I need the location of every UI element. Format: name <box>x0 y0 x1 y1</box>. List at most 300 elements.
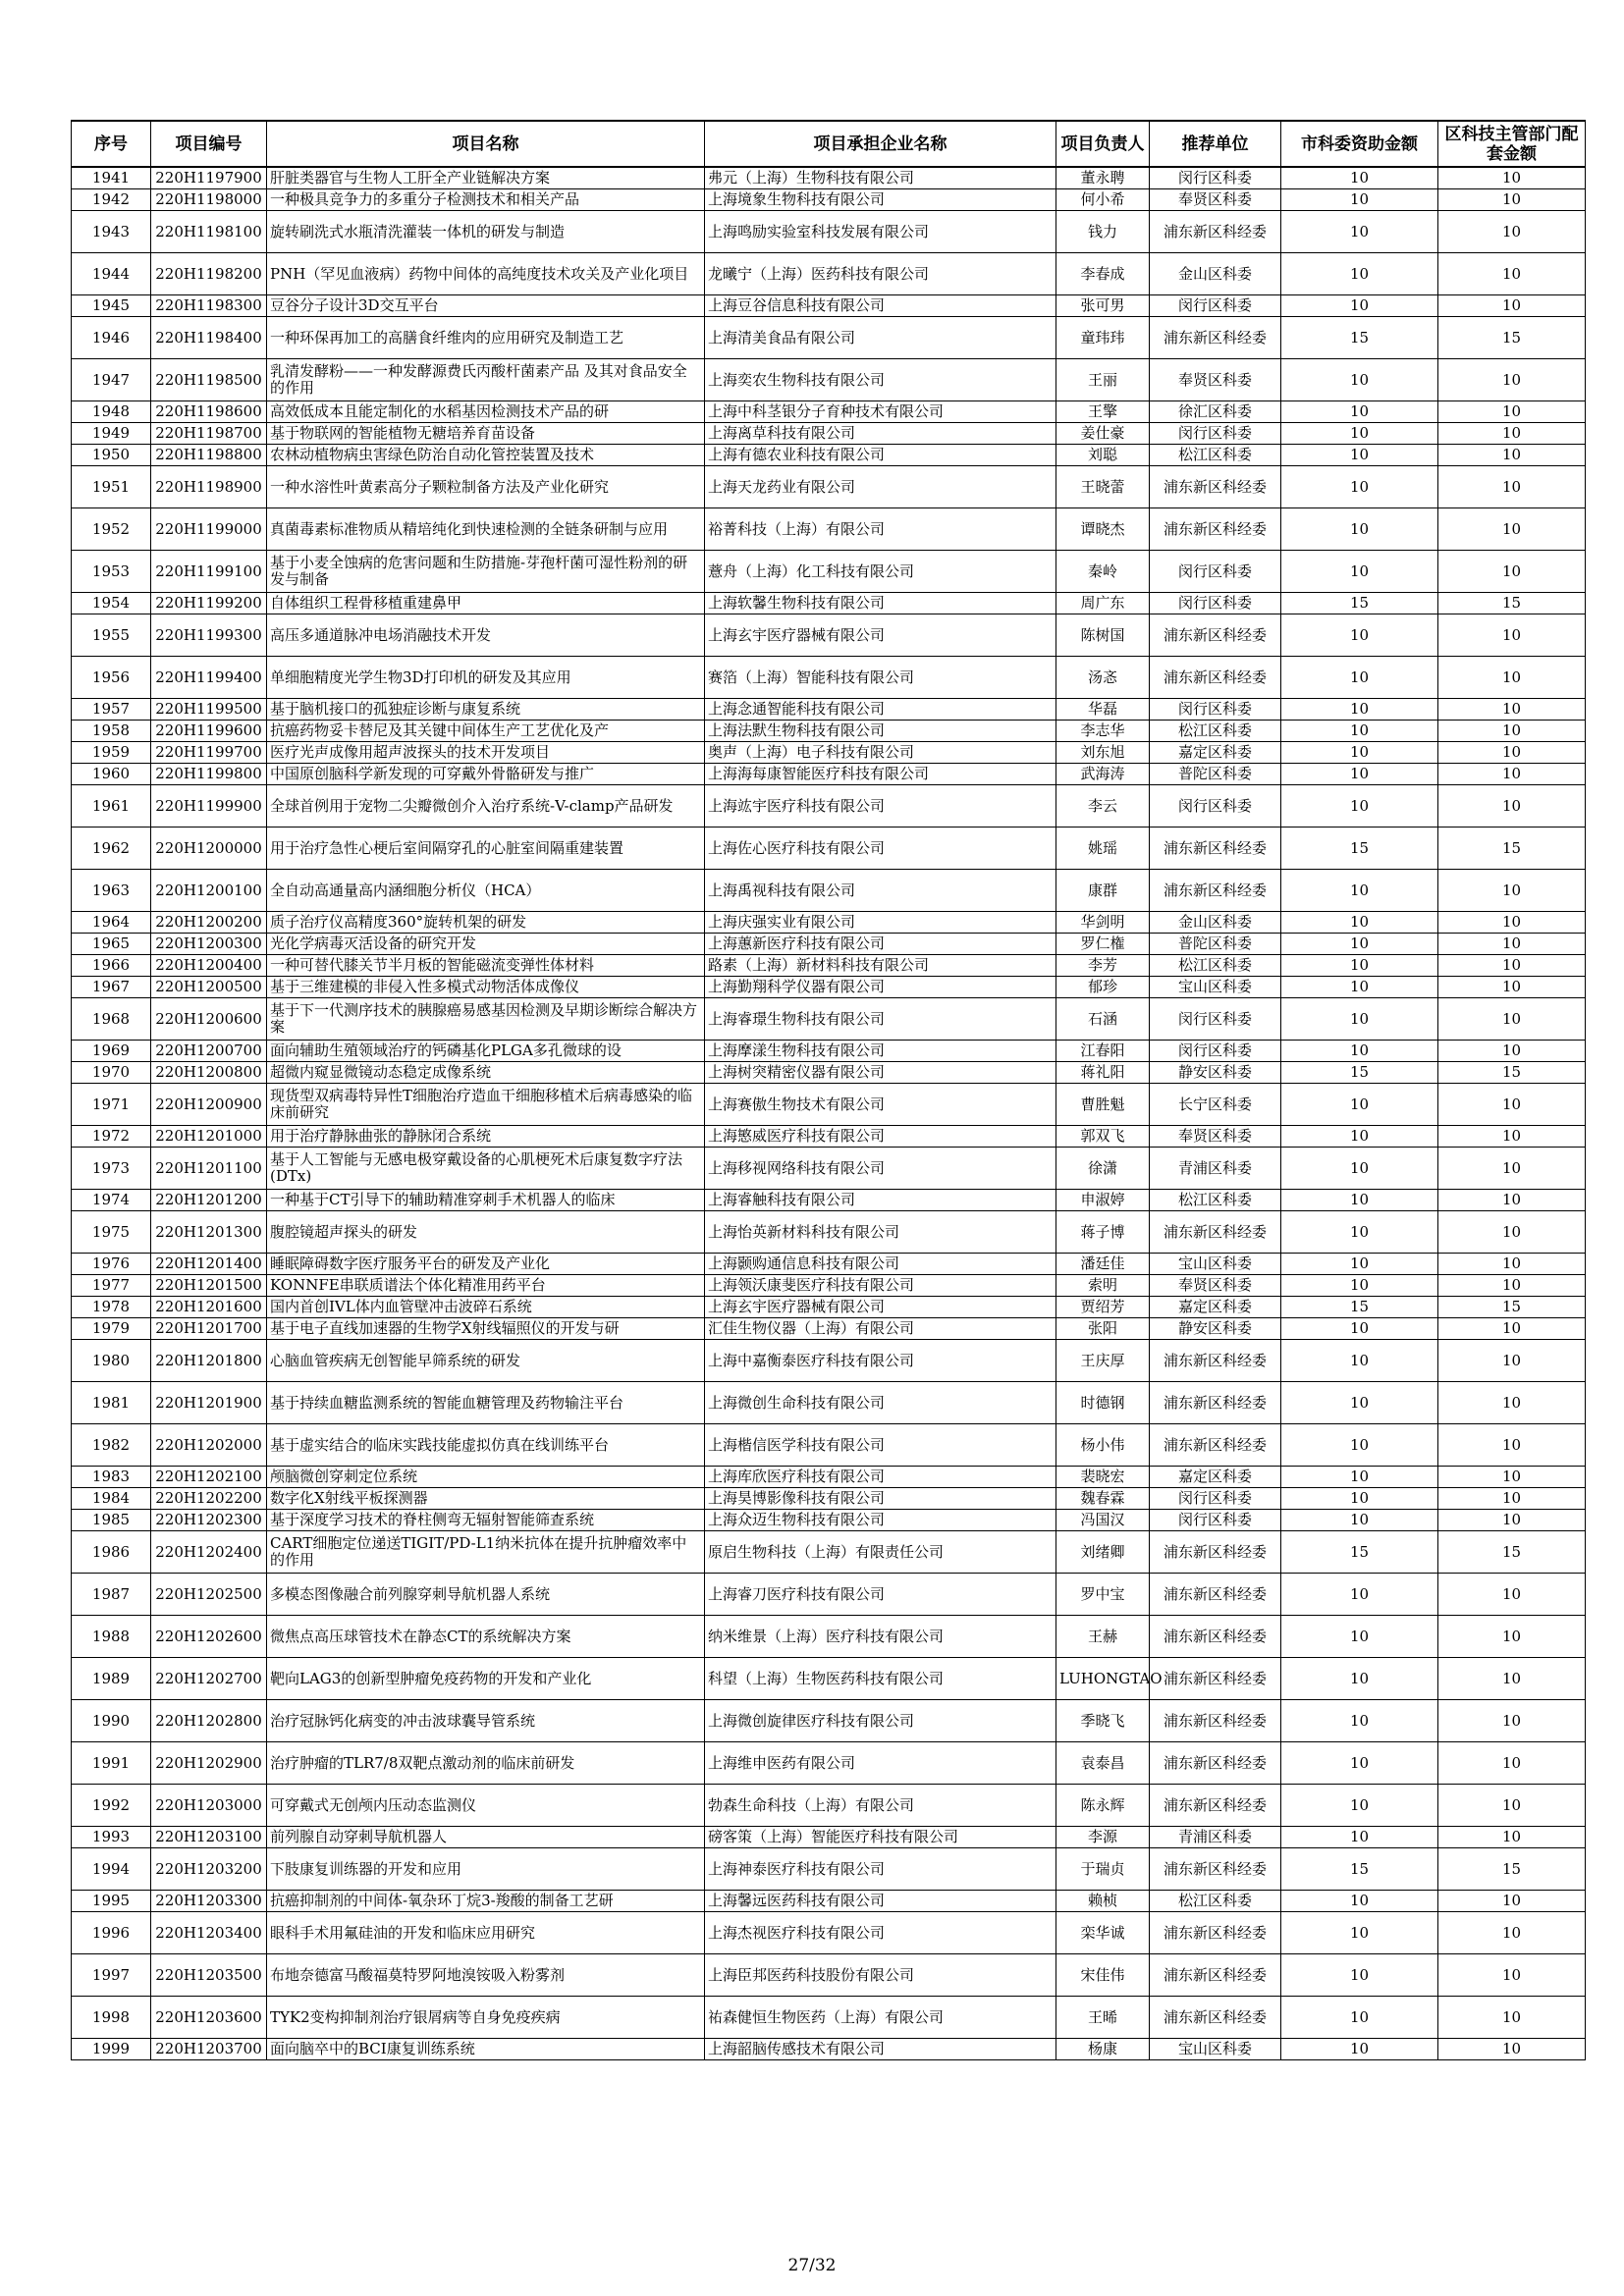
cell-city-funding <box>1281 1997 1438 2039</box>
cell-text: 10 <box>1501 1009 1522 1028</box>
cell-text: 浦东新区科经委 <box>1163 1859 1267 1878</box>
cell-text: 10 <box>1501 1892 1522 1909</box>
cell-seq <box>72 1318 151 1340</box>
cell-district-funding <box>1438 1084 1586 1126</box>
cell-project-name <box>267 1254 705 1275</box>
cell-company <box>705 551 1056 593</box>
cell-text: 上海颢购通信息科技有限公司 <box>708 1255 900 1272</box>
project-funding-table <box>71 120 1586 2060</box>
cell-text: 220H1200700 <box>155 1041 262 1059</box>
cell-text: 上海中科茎银分子育种技术有限公司 <box>708 402 945 420</box>
cell-text: 1984 <box>91 1489 131 1507</box>
cell-text: 上海臣邦医药科技股份有限公司 <box>708 1965 915 1984</box>
cell-text: 1969 <box>91 1041 131 1059</box>
cell-text: 1976 <box>91 1255 131 1272</box>
cell-recommender <box>1150 317 1281 359</box>
cell-text: 磅客策（上海）智能医疗科技有限公司 <box>708 1828 959 1845</box>
cell-recommender <box>1150 764 1281 785</box>
cell-leader <box>1056 1126 1150 1148</box>
cell-text: 路素（上海）新材料科技有限公司 <box>708 956 930 974</box>
cell-seq <box>72 1510 151 1531</box>
cell-text: 王丽 <box>1087 370 1117 389</box>
cell-project-id <box>151 167 267 189</box>
cell-text: 王庆厚 <box>1080 1351 1125 1369</box>
cell-text: 1945 <box>91 296 131 314</box>
table-body <box>72 167 1586 2060</box>
cell-text: 1943 <box>91 222 131 240</box>
cell-text: 10 <box>1349 1041 1370 1059</box>
cell-project-id <box>151 317 267 359</box>
cell-project-id <box>151 1658 267 1700</box>
cell-project-name <box>267 1574 705 1616</box>
cell-project-name <box>267 1211 705 1254</box>
cell-text: 220H1200500 <box>155 978 262 995</box>
table-row <box>72 466 1586 508</box>
cell-text: 上海蕙新医疗科技有限公司 <box>708 934 886 952</box>
cell-project-id <box>151 253 267 295</box>
cell-text: 1983 <box>91 1468 131 1485</box>
table-header-row <box>72 121 1586 167</box>
cell-text: 宋佳伟 <box>1080 1965 1125 1984</box>
cell-text: 上海鸣励实验室科技发展有限公司 <box>708 222 930 240</box>
cell-text: 1965 <box>91 934 131 952</box>
cell-recommender <box>1150 2039 1281 2060</box>
cell-text: 10 <box>1501 1753 1522 1772</box>
cell-leader <box>1056 167 1150 189</box>
cell-company <box>705 828 1056 870</box>
cell-project-id <box>151 870 267 912</box>
cell-project-name <box>267 593 705 614</box>
cell-text: 浦东新区科经委 <box>1163 1435 1267 1454</box>
cell-company <box>705 317 1056 359</box>
cell-text: 奉贤区科委 <box>1177 1127 1252 1145</box>
cell-company <box>705 1254 1056 1275</box>
cell-district-funding <box>1438 1997 1586 2039</box>
cell-text: 浦东新区科经委 <box>1163 1584 1267 1603</box>
cell-text: 1955 <box>91 625 131 644</box>
cell-text: 浦东新区科经委 <box>1163 328 1267 347</box>
cell-text: 上海禹视科技有限公司 <box>708 881 856 899</box>
cell-text: 全球首例用于宠物二尖瓣微创介入治疗系统-V-clamp产品研发 <box>270 796 674 815</box>
cell-text: 基于小麦全蚀病的危害问题和生防措施-芽孢杆菌可湿性粉剂的研发与制备 <box>270 554 688 588</box>
cell-project-id <box>151 189 267 211</box>
cell-text: 1986 <box>91 1542 131 1561</box>
cell-company <box>705 1340 1056 1382</box>
cell-project-id <box>151 1211 267 1254</box>
cell-text: 浦东新区科经委 <box>1163 667 1267 686</box>
cell-seq <box>72 1742 151 1785</box>
cell-company <box>705 423 1056 445</box>
cell-leader <box>1056 1041 1150 1062</box>
cell-company <box>705 1574 1056 1616</box>
cell-company <box>705 253 1056 295</box>
cell-text: 抗癌药物妥卡替尼及其关键中间体生产工艺优化及产 <box>270 721 610 739</box>
cell-project-name <box>267 764 705 785</box>
cell-district-funding <box>1438 1318 1586 1340</box>
cell-text: 10 <box>1349 1753 1370 1772</box>
cell-text: 10 <box>1501 1095 1522 1113</box>
cell-text: 光化学病毒灭活设备的研究开发 <box>270 934 477 952</box>
cell-text: 上海睿触科技有限公司 <box>708 1191 856 1208</box>
cell-project-id <box>151 764 267 785</box>
cell-project-id <box>151 1148 267 1190</box>
cell-city-funding <box>1281 167 1438 189</box>
cell-recommender <box>1150 1211 1281 1254</box>
cell-district-funding <box>1438 401 1586 423</box>
cell-text: 10 <box>1501 561 1522 580</box>
cell-text: 10 <box>1501 424 1522 442</box>
cell-text: 10 <box>1349 446 1370 463</box>
cell-text: 宝山区科委 <box>1177 2040 1252 2057</box>
cell-text: 上海维申医药有限公司 <box>708 1753 856 1772</box>
table-row <box>72 1531 1586 1574</box>
cell-text: 10 <box>1349 1393 1370 1412</box>
cell-text: 220H1201500 <box>155 1276 262 1294</box>
cell-text: 1941 <box>91 169 131 187</box>
cell-project-name <box>267 1954 705 1997</box>
cell-text: 上海微创生命科技有限公司 <box>708 1393 886 1412</box>
cell-project-name <box>267 295 705 317</box>
cell-text: 浦东新区科经委 <box>1163 1222 1267 1241</box>
cell-district-funding <box>1438 721 1586 742</box>
cell-text: 10 <box>1501 743 1522 761</box>
table-row <box>72 1510 1586 1531</box>
cell-text: 龙曦宁（上海）医药科技有限公司 <box>708 264 930 283</box>
cell-leader <box>1056 1891 1150 1912</box>
cell-leader <box>1056 253 1150 295</box>
cell-city-funding <box>1281 785 1438 828</box>
cell-district-funding <box>1438 1574 1586 1616</box>
cell-project-id <box>151 508 267 551</box>
cell-text: 长宁区科委 <box>1177 1095 1252 1113</box>
cell-project-name <box>267 1084 705 1126</box>
cell-district-funding <box>1438 1467 1586 1488</box>
cell-text: 15 <box>1501 328 1522 347</box>
cell-text: 冯国汉 <box>1080 1511 1125 1528</box>
cell-company <box>705 1382 1056 1424</box>
cell-city-funding <box>1281 1658 1438 1700</box>
cell-text: 220H1203000 <box>155 1795 262 1814</box>
cell-city-funding <box>1281 764 1438 785</box>
cell-project-id <box>151 423 267 445</box>
cell-text: 1952 <box>91 519 131 538</box>
cell-text: 10 <box>1501 1627 1522 1645</box>
cell-project-id <box>151 466 267 508</box>
cell-text: 奥声（上海）电子科技有限公司 <box>708 743 915 761</box>
cell-text: 原启生物科技（上海）有限责任公司 <box>708 1542 945 1561</box>
cell-seq <box>72 1700 151 1742</box>
cell-project-name <box>267 1062 705 1084</box>
cell-text: 10 <box>1349 1828 1370 1845</box>
cell-city-funding <box>1281 1742 1438 1785</box>
cell-project-name <box>267 167 705 189</box>
cell-recommender <box>1150 1275 1281 1297</box>
cell-seq <box>72 785 151 828</box>
cell-text: 浦东新区科经委 <box>1163 1393 1267 1412</box>
cell-city-funding <box>1281 2039 1438 2060</box>
cell-text: 10 <box>1349 1923 1370 1942</box>
cell-seq <box>72 1954 151 1997</box>
cell-text: 陈树国 <box>1080 625 1125 644</box>
cell-text: 嘉定区科委 <box>1177 1468 1252 1485</box>
cell-text: 10 <box>1349 1319 1370 1337</box>
cell-recommender <box>1150 1126 1281 1148</box>
cell-text: 10 <box>1501 1489 1522 1507</box>
cell-leader <box>1056 1340 1150 1382</box>
cell-district-funding <box>1438 1510 1586 1531</box>
cell-company <box>705 295 1056 317</box>
cell-project-name <box>267 1467 705 1488</box>
cell-project-id <box>151 401 267 423</box>
cell-seq <box>72 998 151 1041</box>
cell-text: 10 <box>1501 1923 1522 1942</box>
cell-city-funding <box>1281 912 1438 934</box>
cell-text: 10 <box>1501 519 1522 538</box>
cell-text: 上海微创旋律医疗科技有限公司 <box>708 1711 915 1730</box>
cell-text: 康群 <box>1087 881 1117 899</box>
cell-project-id <box>151 1742 267 1785</box>
table-row <box>72 211 1586 253</box>
cell-text: 浦东新区科经委 <box>1163 519 1267 538</box>
cell-leader <box>1056 1574 1150 1616</box>
cell-text: 上海法默生物科技有限公司 <box>708 721 886 739</box>
cell-seq <box>72 1616 151 1658</box>
table-row <box>72 1382 1586 1424</box>
cell-project-name <box>267 189 705 211</box>
cell-text: 220H1200200 <box>155 913 262 931</box>
cell-text: 嘉定区科委 <box>1177 743 1252 761</box>
cell-text: 上海境象生物科技有限公司 <box>708 190 886 208</box>
cell-text: 蒋礼阳 <box>1080 1063 1125 1081</box>
cell-text: 基于持续血糖监测系统的智能血糖管理及药物输注平台 <box>270 1393 624 1412</box>
cell-text: 15 <box>1501 1542 1522 1561</box>
cell-text: 220H1199100 <box>155 561 262 580</box>
header-recommender: 推荐单位 <box>1150 121 1281 167</box>
cell-text: 栾华诚 <box>1080 1923 1125 1942</box>
cell-city-funding <box>1281 423 1438 445</box>
header-company: 项目承担企业名称 <box>705 121 1056 167</box>
cell-company <box>705 1510 1056 1531</box>
cell-text: 袁泰昌 <box>1080 1753 1125 1772</box>
cell-text: 220H1203300 <box>155 1892 262 1909</box>
cell-project-id <box>151 445 267 466</box>
cell-text: 1954 <box>91 594 131 612</box>
cell-district-funding <box>1438 1827 1586 1848</box>
table-row <box>72 1467 1586 1488</box>
cell-leader <box>1056 211 1150 253</box>
cell-text: 10 <box>1349 190 1370 208</box>
cell-company <box>705 699 1056 721</box>
cell-leader <box>1056 1848 1150 1891</box>
cell-district-funding <box>1438 1211 1586 1254</box>
cell-company <box>705 211 1056 253</box>
cell-project-id <box>151 1190 267 1211</box>
cell-text: 15 <box>1501 838 1522 857</box>
cell-text: 超微内窥显微镜动态稳定成像系统 <box>270 1063 492 1081</box>
cell-text: 自体组织工程骨移植重建鼻甲 <box>270 594 462 612</box>
header-district-funding: 区科技主管部门配套金额 <box>1438 121 1586 167</box>
cell-text: 15 <box>1501 1298 1522 1315</box>
cell-seq <box>72 359 151 401</box>
cell-leader <box>1056 955 1150 977</box>
cell-text: 医疗光声成像用超声波探头的技术开发项目 <box>270 743 551 761</box>
cell-project-id <box>151 785 267 828</box>
cell-city-funding <box>1281 1254 1438 1275</box>
cell-text: 1995 <box>91 1892 131 1909</box>
cell-text: 10 <box>1501 1127 1522 1145</box>
cell-district-funding <box>1438 167 1586 189</box>
cell-text: 10 <box>1501 169 1522 187</box>
cell-company <box>705 167 1056 189</box>
cell-city-funding <box>1281 1510 1438 1531</box>
cell-text: 220H1200000 <box>155 838 262 857</box>
cell-district-funding <box>1438 2039 1586 2060</box>
header-leader: 项目负责人 <box>1056 121 1150 167</box>
cell-text: 前列腺自动穿刺导航机器人 <box>270 1828 448 1845</box>
cell-text: 汇佳生物仪器（上海）有限公司 <box>708 1319 915 1337</box>
cell-district-funding <box>1438 955 1586 977</box>
cell-text: 童玮玮 <box>1080 328 1125 347</box>
cell-text: 上海竑宇医疗科技有限公司 <box>708 796 886 815</box>
cell-text: 王晓蕾 <box>1080 477 1125 496</box>
cell-text: 10 <box>1349 721 1370 739</box>
cell-text: 张可男 <box>1080 296 1125 314</box>
cell-district-funding <box>1438 934 1586 955</box>
cell-seq <box>72 1062 151 1084</box>
cell-leader <box>1056 699 1150 721</box>
cell-text: 上海软馨生物科技有限公司 <box>708 594 886 612</box>
cell-company <box>705 593 1056 614</box>
table-row <box>72 2039 1586 2060</box>
cell-city-funding <box>1281 1340 1438 1382</box>
cell-recommender <box>1150 1318 1281 1340</box>
cell-company <box>705 2039 1056 2060</box>
cell-project-name <box>267 614 705 657</box>
cell-text: 嘉定区科委 <box>1177 1298 1252 1315</box>
cell-text: 1979 <box>91 1319 131 1337</box>
cell-project-name <box>267 1785 705 1827</box>
cell-seq <box>72 764 151 785</box>
cell-city-funding <box>1281 295 1438 317</box>
cell-text: 1975 <box>91 1222 131 1241</box>
cell-city-funding <box>1281 1488 1438 1510</box>
cell-text: 王擎 <box>1087 402 1117 420</box>
cell-text: 松江区科委 <box>1177 446 1252 463</box>
cell-text: 10 <box>1501 2040 1522 2057</box>
cell-seq <box>72 699 151 721</box>
cell-text: 上海慜威医疗科技有限公司 <box>708 1127 886 1145</box>
cell-text: 10 <box>1349 956 1370 974</box>
cell-recommender <box>1150 912 1281 934</box>
cell-text: 基于虚实结合的临床实践技能虚拟仿真在线训练平台 <box>270 1435 610 1454</box>
cell-leader <box>1056 785 1150 828</box>
cell-project-name <box>267 1891 705 1912</box>
cell-district-funding <box>1438 1190 1586 1211</box>
cell-recommender <box>1150 742 1281 764</box>
cell-text: 1950 <box>91 446 131 463</box>
table-row <box>72 593 1586 614</box>
cell-text: 一种基于CT引导下的辅助精准穿刺手术机器人的临床 <box>270 1191 616 1208</box>
cell-text: 1961 <box>91 796 131 815</box>
cell-district-funding <box>1438 1488 1586 1510</box>
cell-seq <box>72 1531 151 1574</box>
table-row <box>72 699 1586 721</box>
cell-text: 10 <box>1501 1435 1522 1454</box>
table-row <box>72 1574 1586 1616</box>
cell-text: 1946 <box>91 328 131 347</box>
cell-text: 10 <box>1349 1584 1370 1603</box>
table-row <box>72 870 1586 912</box>
cell-city-funding <box>1281 593 1438 614</box>
cell-text: 上海豆谷信息科技有限公司 <box>708 296 886 314</box>
cell-project-id <box>151 1574 267 1616</box>
cell-text: 现货型双病毒特异性T细胞治疗造血干细胞移植术后病毒感染的临床前研究 <box>270 1087 693 1121</box>
cell-text: 220H1199400 <box>155 667 262 686</box>
table-row <box>72 1041 1586 1062</box>
table-row <box>72 1912 1586 1954</box>
cell-text: 上海佐心医疗科技有限公司 <box>708 838 886 857</box>
cell-company <box>705 1424 1056 1467</box>
cell-district-funding <box>1438 1912 1586 1954</box>
cell-seq <box>72 1891 151 1912</box>
cell-leader <box>1056 1658 1163 1700</box>
cell-city-funding <box>1281 1424 1438 1467</box>
cell-district-funding <box>1438 1700 1586 1742</box>
cell-city-funding <box>1281 445 1438 466</box>
table-row <box>72 721 1586 742</box>
cell-seq <box>72 870 151 912</box>
cell-text: 徐潇 <box>1087 1158 1117 1177</box>
cell-project-id <box>151 1254 267 1275</box>
cell-text: 江春阳 <box>1080 1041 1125 1059</box>
cell-project-name <box>267 1297 705 1318</box>
cell-text: 15 <box>1501 1063 1522 1081</box>
cell-district-funding <box>1438 1424 1586 1467</box>
cell-city-funding <box>1281 977 1438 998</box>
cell-seq <box>72 721 151 742</box>
cell-recommender <box>1150 1062 1281 1084</box>
cell-text: 10 <box>1501 1711 1522 1730</box>
cell-company <box>705 1742 1056 1785</box>
cell-project-name <box>267 742 705 764</box>
cell-text: 浦东新区科经委 <box>1163 1542 1267 1561</box>
cell-project-id <box>151 614 267 657</box>
cell-recommender <box>1150 1467 1281 1488</box>
cell-city-funding <box>1281 934 1438 955</box>
cell-project-id <box>151 211 267 253</box>
cell-leader <box>1056 1467 1150 1488</box>
cell-company <box>705 1658 1056 1700</box>
table-row <box>72 1126 1586 1148</box>
cell-text: 上海玄宇医疗器械有限公司 <box>708 625 886 644</box>
cell-text: 浦东新区科经委 <box>1163 1711 1267 1730</box>
cell-text: 董永聘 <box>1080 169 1125 187</box>
cell-project-name <box>267 699 705 721</box>
cell-text: 华剑明 <box>1080 913 1125 931</box>
cell-company <box>705 1531 1056 1574</box>
cell-leader <box>1056 1912 1150 1954</box>
cell-text: 治疗冠脉钙化病变的冲击波球囊导管系统 <box>270 1711 536 1730</box>
cell-district-funding <box>1438 295 1586 317</box>
cell-text: 心脑血管疾病无创智能早筛系统的研发 <box>270 1351 521 1369</box>
cell-seq <box>72 593 151 614</box>
cell-text: 10 <box>1349 1489 1370 1507</box>
table-row <box>72 423 1586 445</box>
cell-text: 国内首创IVL体内血管壁冲击波碎石系统 <box>270 1298 532 1315</box>
cell-project-name <box>267 1148 705 1190</box>
cell-leader <box>1056 1531 1150 1574</box>
table-row <box>72 1084 1586 1126</box>
